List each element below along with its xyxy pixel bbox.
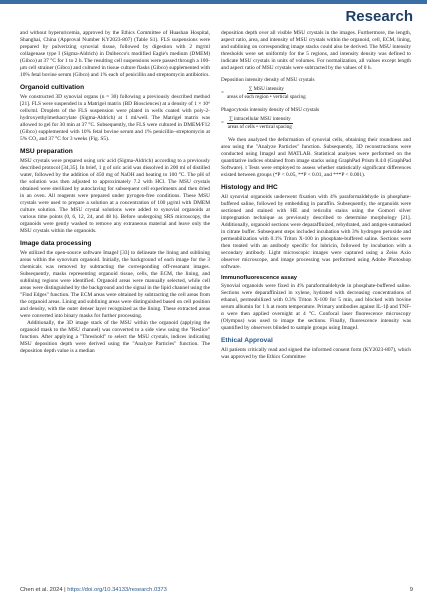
formula-lhs: Deposition intensity density of MSU crystals [221,77,315,84]
page-footer [20,587,413,593]
header-accent-bar [0,0,427,4]
formula-lhs: Phagocytosis intensity density of MSU crystals [221,107,320,114]
paragraph: All patients critically read and signed the informed consent form (KY2023-807), which was approved by the Ethics Committee [221,346,411,361]
formula-fraction [227,116,293,131]
right-column [221,30,411,361]
journal-name: Research [345,8,413,25]
phagocytosis-density-formula [221,107,411,131]
page-number: 9 [409,587,413,593]
paragraph: and without hyperuricemia, approved by the Ethics Committee of Huashan Hospital, Shanghai, China (Approval Number KY2023-807) (Table S1). FLS suspensions were prepared by pulverizing synovial tissue, followed by digestion with 2 mg/ml collagenase type I (Sigma-Aldrich) in Dulbecco's modified Eagle's medium (DMEM) (Gibco) at 37 °C for 1 to 2 h. The resulting cell suspensions were passed through a 100-μm cell strainer (Gibco) and cultured in tissue culture flasks (Gibco) supplemented with 10% fetal bovine serum (Gibco) and 1% each of penicillin and streptomycin antibiotics. [20,30,210,79]
formula-numerator: ∑ intracellular MSU intensity [227,116,293,124]
section-heading: MSU preparation [20,148,73,156]
formula-denominator: areas of each region • vertical spacing [226,94,306,101]
section-heading: Image data processing [20,240,92,248]
paragraph: Additionally, the 3D image stack of the MSU within the organoid (applying the organoid mask to the MSU channel) was converted to a side view using the "Reslice" function. After applying a "Threshold" to select the MSU crystals, indices indicating MSU deposition depth were derived using the "Analyze Particles" function. The deposition depth value is a median [20,320,210,355]
doi-link[interactable]: https://doi.org/10.34133/research.0373 [67,587,167,593]
paragraph: All synovial organoids underwent fixation with 4% paraformaldehyde in phosphate-buffered saline, followed by embedding in paraffin. Subsequently, the organoids were sectioned and stained with HE and reticulin stains using the Gomori silver impregnation technique as previously described to determine morphology [21]. Additionally, organoid sections were deparaffinized, rehydrated, and antigen-unmasked in citrate buffer. Subsequent steps included incubation with 3% hydrogen peroxide and permeabilization with 0.1% Triton X-100 in phosphate-buffered saline. Sections were then treated with an antibody specific for lubricin, followed by incubation with a secondary antibody. Light microscopic images were captured using a Zeiss Axio observer microscope, and image processing was performed using Adobe Photoshop software. [221,193,411,271]
formula-fraction [227,86,306,101]
deposition-density-formula [221,77,411,101]
paragraph: We then analyzed the deformation of synovial cells, obtaining their roundness and area using the "Analyze Particles" function. Subsequently, 3D reconstructions were conducted using ImageJ and MATLAB. Statistical analyses were performed on the quantitative indices obtained from image stacks using GraphPad Prism 8.4.0 (GraphPad Software). t Tests were employed to assess whether statistically significant differences existed between groups (*P < 0.05, **P < 0.01, and ***P < 0.001). [221,136,411,179]
formula-denominator: areas of cells • vertical spacing [227,124,292,131]
equals-sign: = [221,119,224,126]
citation-authors: Chen et al. 2024 | [20,587,68,593]
paragraph: MSU crystals were prepared using uric acid (Sigma-Aldrich) according to a previously described protocol [34,35]. In brief, 1 g of uric acid was dissolved in 200 ml of distilled water, followed by the addition of 450 mg of NaOH and heating to 100 °C. The pH of the solution was then adjusted to approximately 7.2 with HCl. The MSU crystals obtained were sterilized by autoclaving for subsequent cell experiments and then dried in an oven. All reagents were prepared under pyrogen-free conditions. These MSU crystals were used to prepare a solution at a concentration of 100 μg/ml with DMEM culture solution. The MSU crystal solutions were added to synovial organoids at various time points (0, 6, 12, 24, and 48 h). Before undergoing SRS microscopy, the organoids were gently washed to remove any extraneous material and leave only the MSU crystals within the organoids. [20,157,210,235]
paragraph: Synovial organoids were fixed in 4% paraformaldehyde in phosphate-buffered saline. Sections were deparaffinized in xylene, hydrated with decreasing concentrations of ethanol, permeabilized with 0.3% Triton X-100 for 5 min, and blocked with bovine serum albumin for 1 h at room temperature. Primary antibodies against IL-1β and TNF-α were then applied overnight at 4 °C. Confocal laser fluorescence microscopy (Olympus) was used to image the sections. Finally, fluorescence intensity was quantified by observers blinded to sample groups using ImageJ. [221,283,411,332]
paragraph: deposition depth over all visible MSU crystals in the images. Furthermore, the length, aspect ratio, area, and intensity of MSU crystals within the organoid, cell, ECM, lining, and sublining on corresponding image stacks could also be derived. The MSU intensity thresholds were set uniformly for the 5 regions, and intensity density was defined to indicate MSU crystals in units of volumes. For normalization, all values except length and aspect ratio of MSU crystals were subtracted by the values of 0 h. [221,30,411,72]
subsection-heading: Immunofluorescence assay [221,275,298,282]
section-heading: Ethical Approval [221,337,273,345]
formula-numerator: ∑ MSU intensity [247,86,286,94]
equals-sign: = [221,90,224,97]
paragraph: We utilized the open-source software ImageJ [33] to delineate the lining and sublining areas within the synovium organoid. Initially, the background of each image for the 3 chemicals was removed by subtracting the corresponding off-resonant images. Subsequently, masks representing organoid tissue, cells, the ECM, the lining, and sublining regions were identified. Organoid areas were manually selected, while cell areas were distinguished by the background and the signal in the lipid channel using the "Find Edges" function. The ECM areas were obtained by subtracting the cell areas from the organoid areas. Lining and sublining areas were distinguished based on cell position and density, with the outer denser layer recognized as the lining. These extracted areas were converted into binary masks for further processing. [20,249,210,320]
left-column [20,30,210,355]
section-heading: Histology and IHC [221,184,278,192]
section-heading: Organoid cultivation [20,84,85,92]
paragraph: We constructed 3D synovial organs (n = 30) following a previously described method [21]. FLS were suspended in a Matrigel matrix (BD Biosciences) at a density of 1 × 10⁶ cells/ml. Droplets of the FLS suspension were plated in wells coated with poly-2-hydroxyethylmethacrylate (Sigma-Aldrich) at 1 ml/well. The Matrigel matrix was allowed to gel for 30 min at 37 °C. Subsequently, the FLS were cultured in DMEM/F12 (Gibco) supplemented with 10% fetal bovine serum and 1% penicillin–streptomycin at 5% CO₂ and 37 °C for 3 weeks (Fig. S5). [20,93,210,143]
citation [20,587,167,593]
